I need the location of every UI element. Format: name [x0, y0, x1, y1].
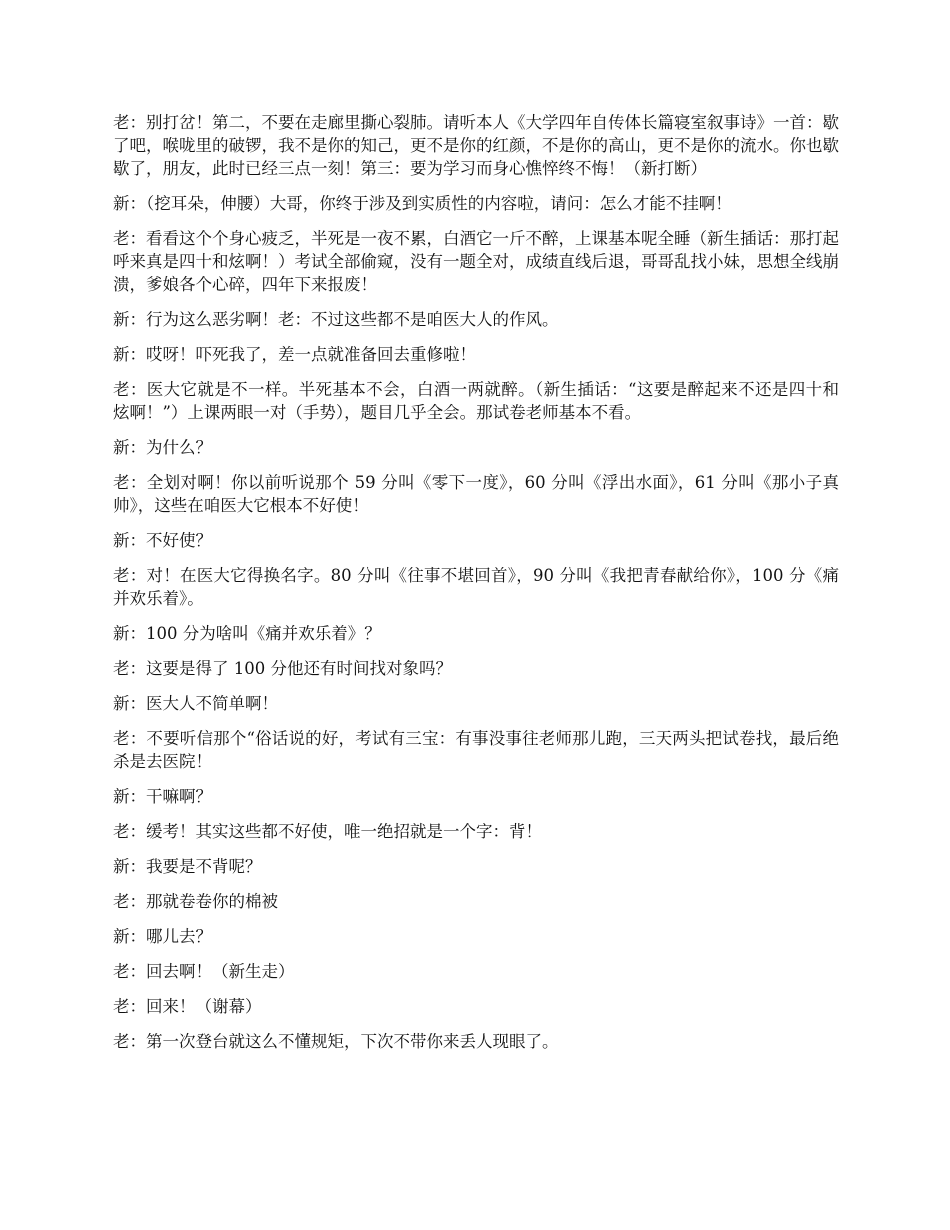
dialogue-paragraph: 新：为什么？ [113, 438, 212, 457]
dialogue-paragraph: 新：（挖耳朵，伸腰）大哥，你终于涉及到实质性的内容啦，请问：怎么才能不挂啊！ [113, 194, 732, 213]
dialogue-paragraph: 老：回去啊！（新生走） [113, 962, 295, 981]
document-body [113, 111, 839, 1053]
dialogue-paragraph: 新：哪儿去？ [113, 927, 212, 946]
dialogue-paragraph: 新：100 分为啥叫《痛并欢乐着》？ [113, 624, 381, 643]
dialogue-paragraph: 新：干嘛啊？ [113, 787, 212, 806]
dialogue-paragraph: 新：行为这么恶劣啊！老：不过这些都不是咱医大人的作风。 [113, 310, 559, 329]
dialogue-paragraph: 新：医大人不简单啊！ [113, 694, 278, 713]
dialogue-paragraph: 老：这要是得了 100 分他还有时间找对象吗？ [113, 659, 452, 678]
dialogue-paragraph: 老：全划对啊！你以前听说那个 59 分叫《零下一度》，60 分叫《浮出水面》，61 分叫《那小子真帅》，这些在咱医大它根本不好使！ [113, 473, 839, 515]
dialogue-paragraph: 老：别打岔！第二，不要在走廊里撕心裂肺。请听本人《大学四年自传体长篇寝室叙事诗》一首：歇了吧，喉咙里的破锣，我不是你的知己，更不是你的红颜，不是你的高山，更不是你的流水。你也歇歇了，朋友，此时已经三点一刻！第三：要为学习而身心憔悴终不悔！（新打断） [113, 113, 839, 178]
dialogue-paragraph: 老：那就卷卷你的棉被 [113, 892, 278, 911]
dialogue-paragraph: 老：缓考！其实这些都不好使，唯一绝招就是一个字：背！ [113, 822, 542, 841]
dialogue-paragraph: 老：不要听信那个“俗话说的好，考试有三宝：有事没事往老师那儿跑，三天两头把试卷找，最后绝杀是去医院！ [113, 729, 839, 771]
dialogue-paragraph: 老：对！在医大它得换名字。80 分叫《往事不堪回首》，90 分叫《我把青春献给你》，100 分《痛并欢乐着》。 [113, 566, 839, 608]
dialogue-paragraph: 新：我要是不背呢？ [113, 857, 262, 876]
dialogue-paragraph: 老：看看这个个身心疲乏，半死是一夜不累，白酒它一斤不醉，上课基本呢全睡（新生插话：那打起呼来真是四十和炫啊！）考试全部偷窥，没有一题全对，成绩直线后退，哥哥乱找小妹，思想全线崩溃，爹娘各个心碎，四年下来报废！ [113, 229, 839, 294]
dialogue-paragraph: 老：第一次登台就这么不懂规矩，下次不带你来丢人现眼了。 [113, 1032, 559, 1051]
dialogue-paragraph: 新：哎呀！吓死我了，差一点就准备回去重修啦！ [113, 345, 476, 364]
dialogue-paragraph: 老：医大它就是不一样。半死基本不会，白酒一两就醉。（新生插话：“这要是醉起来不还是四十和炫啊！”）上课两眼一对（手势），题目几乎全会。那试卷老师基本不看。 [113, 380, 839, 422]
dialogue-paragraph: 老：回来！（谢幕） [113, 997, 262, 1016]
dialogue-paragraph: 新：不好使？ [113, 531, 212, 550]
